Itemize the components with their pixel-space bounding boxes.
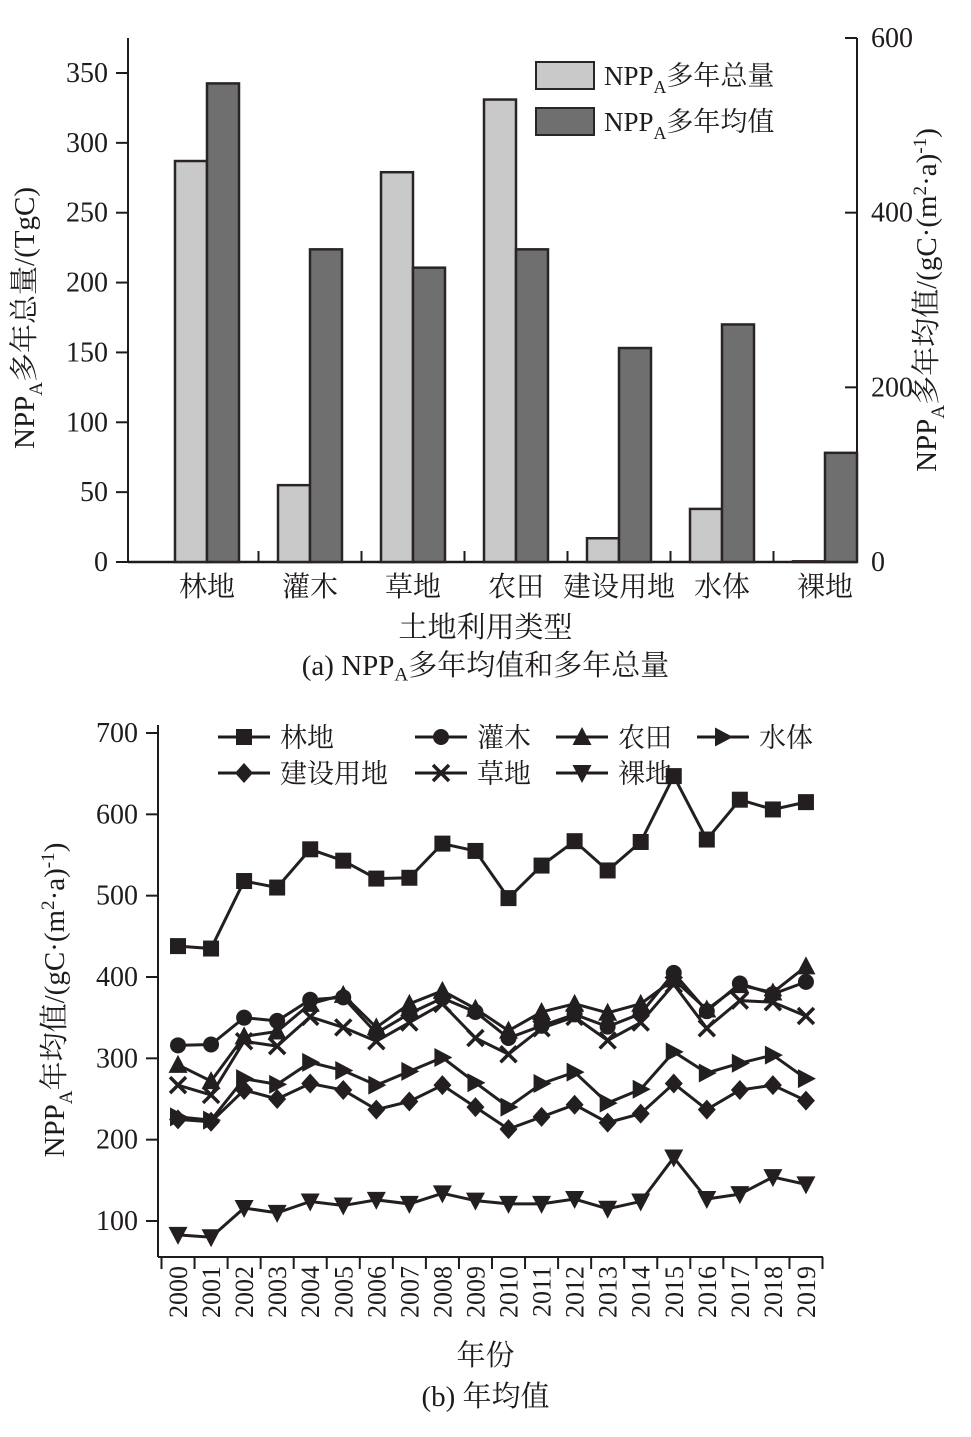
- bar-mean-草地: [413, 268, 445, 562]
- marker-forest: [567, 833, 583, 849]
- marker-water: [699, 1063, 717, 1082]
- bar-legend: [536, 61, 774, 143]
- left-tick-label: 200: [66, 267, 108, 299]
- legend-label-bare: 裸地: [618, 759, 672, 789]
- marker-grassland: [699, 1020, 715, 1036]
- year-label-2005: 2005: [329, 1266, 359, 1318]
- marker-forest: [236, 873, 252, 889]
- marker-shrub: [170, 1037, 186, 1053]
- year-label-2010: 2010: [494, 1266, 524, 1318]
- marker-construction: [301, 1074, 319, 1094]
- marker-farmland: [169, 1055, 188, 1073]
- marker-forest: [501, 890, 517, 906]
- marker-grassland: [335, 1019, 351, 1035]
- marker-water: [401, 1062, 419, 1081]
- marker-water: [335, 1061, 353, 1080]
- marker-forest: [798, 794, 814, 810]
- y-tick-label: 400: [96, 962, 138, 993]
- subfigure-a-caption: (a) $NPP_A$多年均值和多年总量: [301, 650, 670, 686]
- marker-bare: [796, 1176, 815, 1194]
- series-forest: [170, 768, 814, 956]
- marker-farmland: [796, 956, 815, 974]
- y-tick-label: 500: [96, 880, 138, 912]
- marker-construction: [533, 1107, 551, 1127]
- series-line-forest: [178, 776, 806, 948]
- year-label-2008: 2008: [428, 1266, 458, 1318]
- marker-construction: [599, 1113, 617, 1133]
- legend-label-forest: 林地: [280, 723, 334, 753]
- left-tick-label: 350: [66, 58, 108, 89]
- marker-water: [732, 1054, 750, 1073]
- legend-label-grassland: 草地: [477, 759, 531, 789]
- category-label-水体: 水体: [693, 572, 751, 603]
- marker-forest: [170, 938, 186, 954]
- y-tick-label: 200: [96, 1124, 138, 1156]
- marker-bare: [400, 1196, 419, 1214]
- legend-marker-water: [715, 728, 733, 747]
- marker-shrub: [236, 1010, 252, 1026]
- marker-forest: [732, 792, 748, 808]
- bar-mean-裸地: [825, 453, 857, 562]
- marker-construction: [566, 1095, 584, 1115]
- marker-bare: [268, 1205, 287, 1223]
- category-label-灌木: 灌木: [281, 572, 339, 603]
- category-label-草地: 草地: [384, 572, 442, 603]
- marker-shrub: [203, 1037, 219, 1053]
- marker-forest: [401, 870, 417, 886]
- bar-total-水体: [690, 509, 722, 562]
- marker-water: [798, 1069, 816, 1088]
- marker-farmland: [499, 1021, 518, 1039]
- bar-total-灌木: [278, 485, 310, 562]
- year-label-2013: 2013: [593, 1266, 623, 1318]
- marker-forest: [467, 843, 483, 859]
- marker-farmland: [400, 994, 419, 1012]
- left-tick-label: 50: [80, 477, 108, 509]
- y-axis-title: $NPP_A$年均值$/(gC\cdot(m^2\cdot a)^{-1})$: [38, 842, 77, 1158]
- right-tick-label: 600: [871, 23, 913, 54]
- marker-farmland: [631, 994, 650, 1012]
- bar-mean-水体: [722, 324, 754, 562]
- marker-water: [302, 1053, 320, 1072]
- year-label-2004: 2004: [296, 1266, 326, 1318]
- series-water: [170, 1042, 816, 1129]
- legend-marker-shrub: [433, 729, 449, 745]
- marker-forest: [699, 832, 715, 848]
- bar-mean-灌木: [310, 249, 342, 562]
- marker-water: [534, 1074, 552, 1093]
- marker-construction: [466, 1097, 484, 1117]
- bar-total-农田: [484, 100, 516, 562]
- legend-label-multiyear-total: $NPP_A$多年总量: [604, 61, 775, 97]
- category-label-林地: 林地: [178, 572, 236, 603]
- series-shrub: [170, 965, 814, 1053]
- year-label-2000: 2000: [164, 1266, 193, 1318]
- legend-label-multiyear-mean: $NPP_A$多年均值: [604, 107, 775, 143]
- y-tick-label: 300: [96, 1043, 138, 1075]
- marker-construction: [698, 1100, 716, 1120]
- bar-total-裸地: [793, 561, 825, 562]
- bar-total-建设用地: [587, 538, 619, 562]
- legend-marker-construction: [235, 763, 253, 783]
- marker-water: [666, 1042, 684, 1061]
- year-label-2007: 2007: [395, 1266, 425, 1318]
- left-tick-label: 0: [94, 547, 108, 578]
- marker-forest: [302, 841, 318, 857]
- marker-construction: [764, 1075, 782, 1095]
- year-labels: [164, 1266, 821, 1318]
- marker-forest: [434, 836, 450, 852]
- marker-construction: [400, 1091, 418, 1111]
- legend-label-construction: 建设用地: [280, 759, 388, 789]
- year-label-2015: 2015: [659, 1266, 689, 1318]
- line-legend: [218, 723, 813, 789]
- y-tick-label: 100: [96, 1206, 138, 1237]
- marker-grassland: [203, 1087, 219, 1103]
- left-tick-label: 100: [66, 407, 108, 439]
- marker-construction: [433, 1075, 451, 1095]
- marker-construction: [731, 1080, 749, 1100]
- marker-forest: [203, 941, 219, 957]
- bar-total-草地: [381, 172, 413, 562]
- series-bare: [169, 1150, 816, 1248]
- marker-grassland: [798, 1008, 814, 1024]
- year-label-2014: 2014: [626, 1266, 656, 1318]
- year-label-2006: 2006: [362, 1266, 392, 1318]
- left-tick-label: 250: [66, 197, 108, 229]
- marker-forest: [335, 853, 351, 869]
- right-axis-title: $NPP_A$多年均值$/(gC\cdot(m^2\cdot a)^{-1})$: [910, 128, 949, 472]
- line-chart-annual-mean: [0, 700, 971, 1340]
- bar-mean-农田: [516, 249, 548, 562]
- bar-chart-multiyear: [0, 0, 971, 612]
- category-label-农田: 农田: [487, 572, 545, 603]
- marker-construction: [334, 1080, 352, 1100]
- marker-forest: [534, 858, 550, 874]
- marker-bare: [598, 1201, 617, 1219]
- marker-bare: [697, 1191, 716, 1209]
- right-tick-label: 200: [871, 372, 913, 404]
- bar-mean-建设用地: [619, 348, 651, 562]
- legend-label-farmland: 农田: [618, 723, 672, 753]
- right-tick-label: 400: [871, 197, 913, 229]
- left-tick-label: 150: [66, 337, 108, 369]
- left-axis-ticks: [66, 58, 128, 578]
- y-tick-label: 700: [96, 718, 138, 749]
- marker-grassland: [467, 1030, 483, 1046]
- legend-swatch-multiyear-total: [536, 62, 594, 89]
- category-label-建设用地: 建设用地: [562, 572, 676, 603]
- year-label-2009: 2009: [461, 1266, 491, 1318]
- y-tick-label: 600: [96, 799, 138, 831]
- year-label-2018: 2018: [758, 1266, 788, 1318]
- year-label-2019: 2019: [791, 1266, 821, 1318]
- year-label-2002: 2002: [230, 1266, 260, 1318]
- bar-chart-x-axis-title: 土地利用类型: [398, 612, 573, 644]
- category-labels: [179, 571, 853, 603]
- marker-water: [600, 1094, 618, 1113]
- marker-forest: [600, 862, 616, 878]
- year-label-2016: 2016: [692, 1266, 722, 1318]
- marker-forest: [633, 834, 649, 850]
- right-tick-label: 0: [871, 547, 885, 578]
- left-tick-label: 300: [66, 127, 108, 159]
- marker-shrub: [600, 1019, 616, 1035]
- marker-water: [368, 1076, 386, 1095]
- marker-grassland: [170, 1077, 186, 1093]
- legend-label-water: 水体: [759, 723, 813, 753]
- marker-forest: [269, 880, 285, 896]
- year-label-2012: 2012: [560, 1266, 590, 1318]
- year-label-2017: 2017: [725, 1266, 755, 1318]
- marker-construction: [797, 1091, 815, 1111]
- marker-bare: [334, 1198, 353, 1216]
- axes: [158, 725, 823, 1257]
- year-label-2003: 2003: [263, 1266, 293, 1318]
- y-axis-ticks: [96, 718, 158, 1237]
- bar-total-林地: [175, 161, 207, 562]
- bar-mean-林地: [207, 83, 239, 562]
- category-label-裸地: 裸地: [796, 572, 854, 603]
- left-axis-title: $NPP_A$多年总量/(TgC): [9, 187, 47, 449]
- line-chart-x-axis-title: 年份: [456, 1340, 515, 1372]
- marker-forest: [368, 871, 384, 887]
- legend-marker-forest: [236, 729, 252, 745]
- marker-grassland: [600, 1032, 616, 1048]
- legend-swatch-multiyear-mean: [536, 108, 594, 135]
- marker-grassland: [501, 1046, 517, 1062]
- marker-construction: [367, 1100, 385, 1120]
- year-label-2011: 2011: [527, 1266, 557, 1318]
- marker-shrub: [798, 974, 814, 990]
- marker-forest: [765, 801, 781, 817]
- x-axis-ticks: [162, 1257, 823, 1269]
- marker-construction: [500, 1119, 518, 1139]
- year-label-2001: 2001: [197, 1266, 227, 1318]
- legend-label-shrub: 灌木: [477, 723, 531, 753]
- subfigure-b-caption: (b) 年均值: [421, 1381, 550, 1413]
